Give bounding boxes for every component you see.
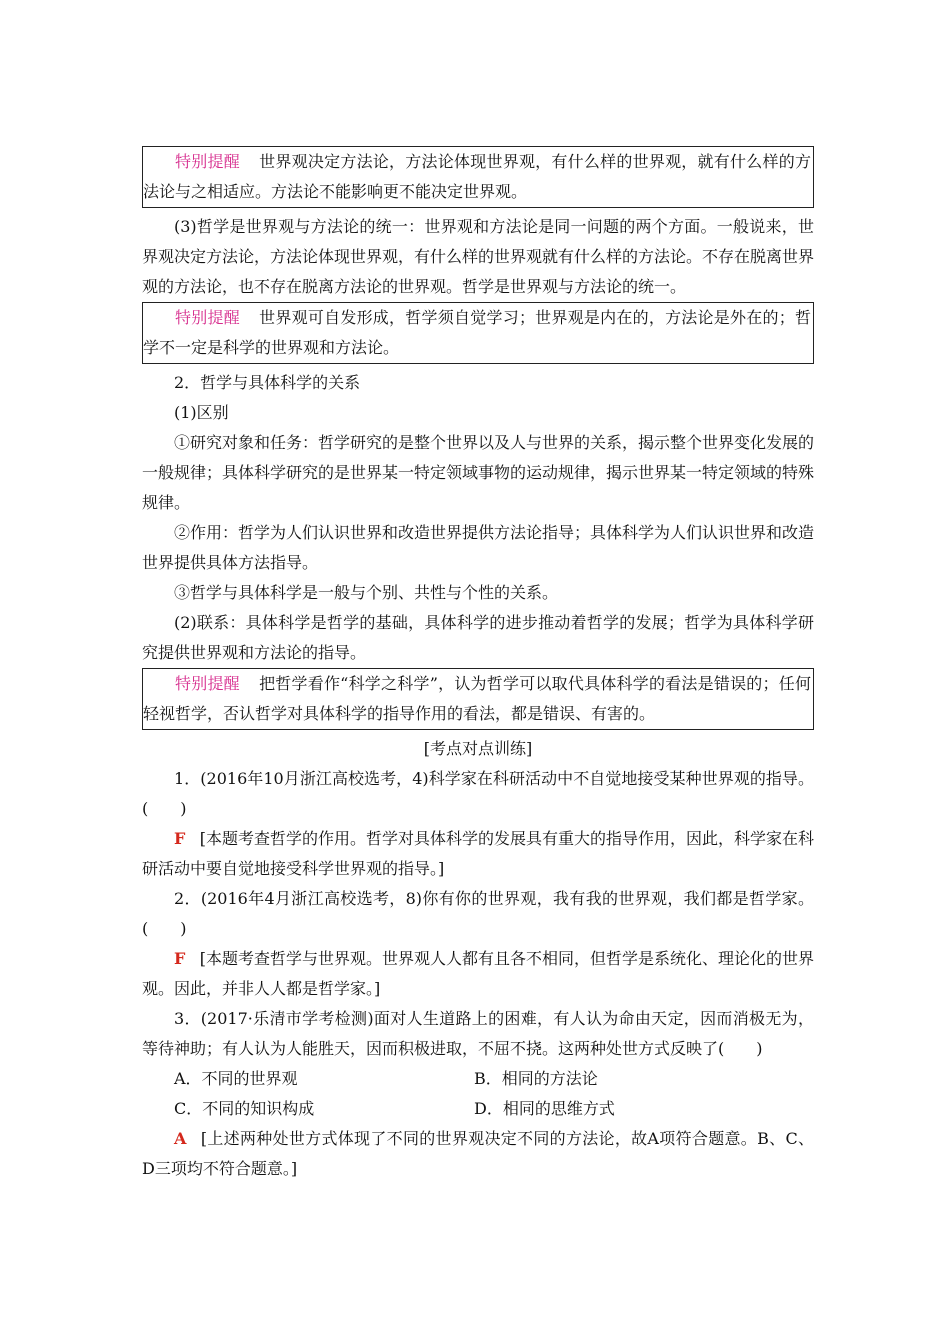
option-b: B．相同的方法论 bbox=[474, 1069, 598, 1088]
answer-mark: F bbox=[174, 949, 186, 968]
section-title: 2．哲学与具体科学的关系 bbox=[174, 373, 361, 392]
option-a: A．不同的世界观 bbox=[174, 1069, 298, 1088]
reminder-tag: 特别提醒 bbox=[175, 308, 240, 327]
question-2-stem: 2．(2016年4月浙江高校选考，8)你有你的世界观，我有我的世界观，我们都是哲学家。( ) bbox=[142, 889, 814, 938]
answer-mark: F bbox=[174, 829, 186, 848]
answer-mark: A bbox=[174, 1129, 187, 1148]
answer-explanation: [上述两种处世方式体现了不同的世界观决定不同的方法论，故A项符合题意。B、C、D三项均不符合题意。] bbox=[142, 1129, 814, 1178]
option-c: C．不同的知识构成 bbox=[174, 1099, 315, 1118]
option-d: D．相同的思维方式 bbox=[474, 1099, 615, 1118]
reminder-tag: 特别提醒 bbox=[175, 152, 240, 171]
answer-explanation: [本题考查哲学与世界观。世界观人人都有且各不相同，但哲学是系统化、理论化的世界观。因此，并非人人都是哲学家。] bbox=[142, 949, 814, 998]
document-page bbox=[142, 146, 814, 1184]
reminder-box-1 bbox=[142, 146, 814, 208]
training-title: [考点对点训练] bbox=[423, 739, 533, 758]
subsection-connection: (2)联系：具体科学是哲学的基础，具体科学的进步推动着哲学的发展；哲学为具体科学研究提供世界观和方法论的指导。 bbox=[142, 613, 814, 662]
reminder-text: 特别提醒 世界观决定方法论，方法论体现世界观，有什么样的世界观，就有什么样的方法论与之相适应。方法论不能影响更不能决定世界观。 bbox=[143, 152, 811, 201]
reminder-box-2 bbox=[142, 302, 814, 364]
question-3-stem: 3．(2017·乐清市学考检测)面对人生道路上的困难，有人认为命由天定，因而消极无为，等待神助；有人认为人能胜天，因而积极进取，不屈不挠。这两种处世方式反映了( ) bbox=[142, 1009, 814, 1058]
paragraph-3: (3)哲学是世界观与方法论的统一：世界观和方法论是同一问题的两个方面。一般说来，世界观决定方法论，方法论体现世界观，有什么样的世界观就有什么样的方法论。不存在脱离世界观的方法论，也不存在脱离方法论的世界观。哲学是世界观与方法论的统一。 bbox=[142, 217, 815, 296]
answer-explanation: [本题考查哲学的作用。哲学对具体科学的发展具有重大的指导作用，因此，科学家在科研活动中要自觉地接受科学世界观的指导。] bbox=[142, 829, 814, 878]
list-item: ①研究对象和任务：哲学研究的是整个世界以及人与世界的关系，揭示整个世界变化发展的一般规律；具体科学研究的是世界某一特定领域事物的运动规律，揭示世界某一特定领域的特殊规律。 bbox=[142, 433, 815, 512]
question-2-answer bbox=[142, 944, 814, 1004]
subsection-title: (1)区别 bbox=[174, 403, 229, 422]
reminder-text: 特别提醒 世界观可自发形成，哲学须自觉学习；世界观是内在的，方法论是外在的；哲学不一定是科学的世界观和方法论。 bbox=[143, 308, 811, 357]
list-item: ③哲学与具体科学是一般与个别、共性与个性的关系。 bbox=[174, 583, 559, 602]
reminder-tag: 特别提醒 bbox=[175, 674, 240, 693]
list-item: ②作用：哲学为人们认识世界和改造世界提供方法论指导；具体科学为人们认识世界和改造世界提供具体方法指导。 bbox=[142, 523, 815, 572]
reminder-box-3 bbox=[142, 668, 814, 730]
reminder-text: 特别提醒 把哲学看作“科学之科学”，认为哲学可以取代具体科学的看法是错误的；任何轻视哲学，否认哲学对具体科学的指导作用的看法，都是错误、有害的。 bbox=[143, 674, 811, 723]
question-3-answer bbox=[142, 1124, 814, 1184]
question-1-stem: 1．(2016年10月浙江高校选考，4)科学家在科研活动中不自觉地接受某种世界观的指导。( ) bbox=[142, 769, 814, 818]
question-1-answer bbox=[142, 824, 814, 884]
question-3-options bbox=[142, 1064, 814, 1124]
